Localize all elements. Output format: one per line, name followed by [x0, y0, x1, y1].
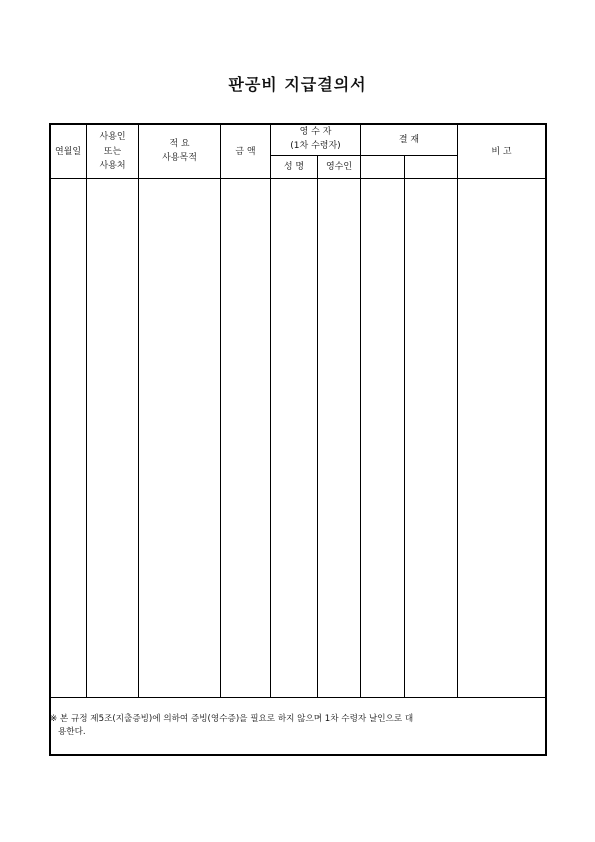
header-summary-line1: 적 요 [169, 139, 190, 149]
header-amount: 금 액 [235, 147, 256, 157]
document-title: 판공비 지급결의서 [228, 75, 367, 94]
col-sep-5 [317, 155, 318, 698]
header-user-line3: 사용처 [99, 161, 126, 171]
header-date: 연월일 [54, 147, 82, 157]
table-border-right [545, 123, 547, 756]
footer-note-line1: ※ 본 규정 제5조(지출증빙)에 의하여 증빙(영수증)을 필요로 하지 않으며 1차 수령자 날인으로 대 [50, 714, 414, 724]
header-user-line2: 또는 [103, 147, 122, 157]
header-recipient-line1: 영 수 자 [299, 127, 332, 137]
col-sep-2 [138, 123, 139, 698]
header-user-line1: 사용인 [99, 132, 126, 142]
col-sep-7 [404, 155, 405, 698]
header-recipient-seal: 영수인 [325, 162, 353, 172]
footer-note-line2: 용한다. [58, 727, 86, 737]
col-sep-8 [457, 123, 458, 698]
footer-divider [49, 697, 547, 698]
header-divider [49, 178, 547, 179]
table-border-bottom [49, 754, 547, 756]
col-sep-6 [360, 123, 361, 698]
header-remarks: 비 고 [491, 147, 512, 157]
col-sep-3 [220, 123, 221, 698]
header-summary-line2: 사용목적 [162, 153, 197, 163]
subheader-divider [270, 155, 457, 156]
col-sep-1 [86, 123, 87, 698]
table-border-left [49, 123, 51, 756]
header-recipient-name: 성 명 [283, 162, 305, 172]
footer-note [50, 713, 544, 739]
col-sep-4 [270, 123, 271, 698]
header-approval: 결 재 [398, 135, 420, 145]
header-recipient-line2: (1차 수령자) [290, 141, 341, 151]
table-border-top [49, 123, 547, 125]
